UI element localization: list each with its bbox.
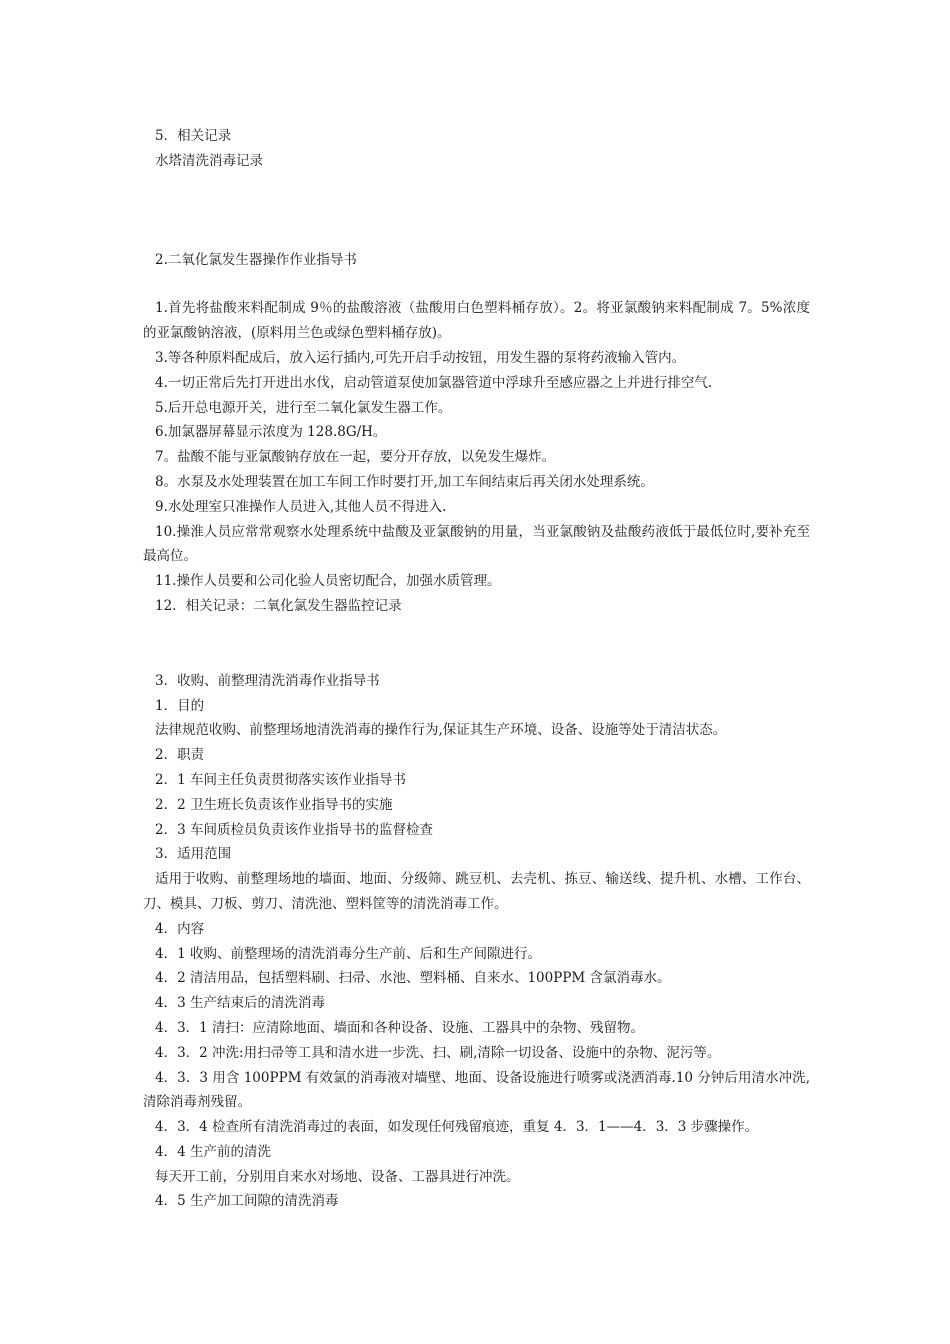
paragraph: 4．3．3 用含 100PPM 有效氯的消毒液对墙壁、地面、设备设施进行喷雾或浇洒消毒.10 分钟后用清水冲洗,清除消毒剂残留。	[143, 1069, 810, 1111]
paragraph: 3.等各种原料配成后，放入运行插内,可先开启手动按钮，用发生器的泵将药液输入管内。	[155, 349, 686, 366]
document-body	[143, 124, 810, 1214]
related-record-item: 水塔清洗消毒记录	[155, 152, 263, 169]
paragraph: 9.水处理室只准操作人员进入,其他人员不得进入.	[155, 498, 447, 515]
subheading: 4．5 生产加工间隙的清洗消毒	[155, 1193, 339, 1210]
paragraph: 7。盐酸不能与亚氯酸钠存放在一起，要分开存放，以免发生爆炸。	[155, 449, 556, 466]
paragraph: 2．2 卫生班长负责该作业指导书的实施	[155, 796, 393, 813]
paragraph: 4．3．1 清扫：应清除地面、墙面和各种设备、设施、工器具中的杂物、残留物。	[155, 1019, 645, 1036]
subheading: 3．适用范围	[155, 846, 232, 863]
paragraph: 8。水泵及水处理装置在加工车间工作时要打开,加工车间结束后再关闭水处理系统。	[155, 473, 654, 490]
paragraph: 2．3 车间质检员负责该作业指导书的监督检查	[155, 821, 433, 838]
subheading: 4．内容	[155, 920, 205, 937]
paragraph: 2．1 车间主任负责贯彻落实该作业指导书	[155, 771, 406, 788]
paragraph: 4.一切正常后先打开进出水伐，启动管道泵使加氯器管道中浮球升至感应器之上并进行排空气.	[155, 374, 713, 391]
paragraph: 4．1 收购、前整理场的清洗消毒分生产前、后和生产间隙进行。	[155, 945, 541, 962]
section-title-cleaning: 3．收购、前整理清洗消毒作业指导书	[155, 672, 380, 689]
paragraph: 法律规范收购、前整理场地清洗消毒的操作行为,保证其生产环境、设备、设施等处于清洁状态。	[155, 722, 727, 739]
paragraph: 4．3．2 冲洗:用扫帚等工具和清水进一步洗、扫、刷,清除一切设备、设施中的杂物、泥污等。	[155, 1044, 721, 1061]
paragraph: 6.加氯器屏幕显示浓度为 128.8G/H。	[155, 424, 387, 441]
paragraph: 12．相关记录：二氧化氯发生器监控记录	[155, 597, 402, 614]
paragraph: 4．2 清洁用品，包括塑料刷、扫帚、水池、塑料桶、自来水、100PPM 含氯消毒水。	[155, 970, 671, 987]
section-title-chlorine-dioxide: 2.二氧化氯发生器操作作业指导书	[155, 251, 357, 268]
related-records-heading: 5．相关记录	[155, 128, 232, 144]
paragraph: 10.操淮人员应常常观察水处理系统中盐酸及亚氯酸钠的用量，当亚氯酸钠及盐酸药液低于最低位时,要补充至最高位。	[143, 523, 810, 565]
paragraph: 4．3．4 检查所有清洗消毒过的表面，如发现任何残留痕迹，重复 4．3．1——4．3．3 步骤操作。	[155, 1119, 759, 1136]
subheading: 2．职责	[155, 747, 205, 764]
paragraph: 11.操作人员要和公司化验人员密切配合，加强水质管理。	[155, 573, 501, 590]
paragraph: 1.首先将盐酸来料配制成 9％的盐酸溶液（盐酸用白色塑料桶存放）。2。将亚氯酸钠来料配制成 7。5%浓度的亚氯酸钠溶液，(原料用兰色或绿色塑料桶存放)。	[143, 300, 810, 342]
paragraph: 适用于收购、前整理场地的墙面、地面、分级筛、跳豆机、去壳机、拣豆、输送线、提升机、水槽、工作台、刀、模具、刀板、剪刀、清洗池、塑料筐等的清洗消毒工作。	[143, 871, 810, 912]
paragraph: 每天开工前，分别用自来水对场地、设备、工器具进行冲洗。	[155, 1168, 520, 1185]
subheading: 1．目的	[155, 697, 205, 714]
paragraph: 5.后开总电源开关，进行至二氧化氯发生器工作。	[155, 399, 452, 416]
paragraph: 4．3 生产结束后的清洗消毒	[155, 995, 325, 1012]
subheading: 4．4 生产前的清洗	[155, 1143, 271, 1160]
